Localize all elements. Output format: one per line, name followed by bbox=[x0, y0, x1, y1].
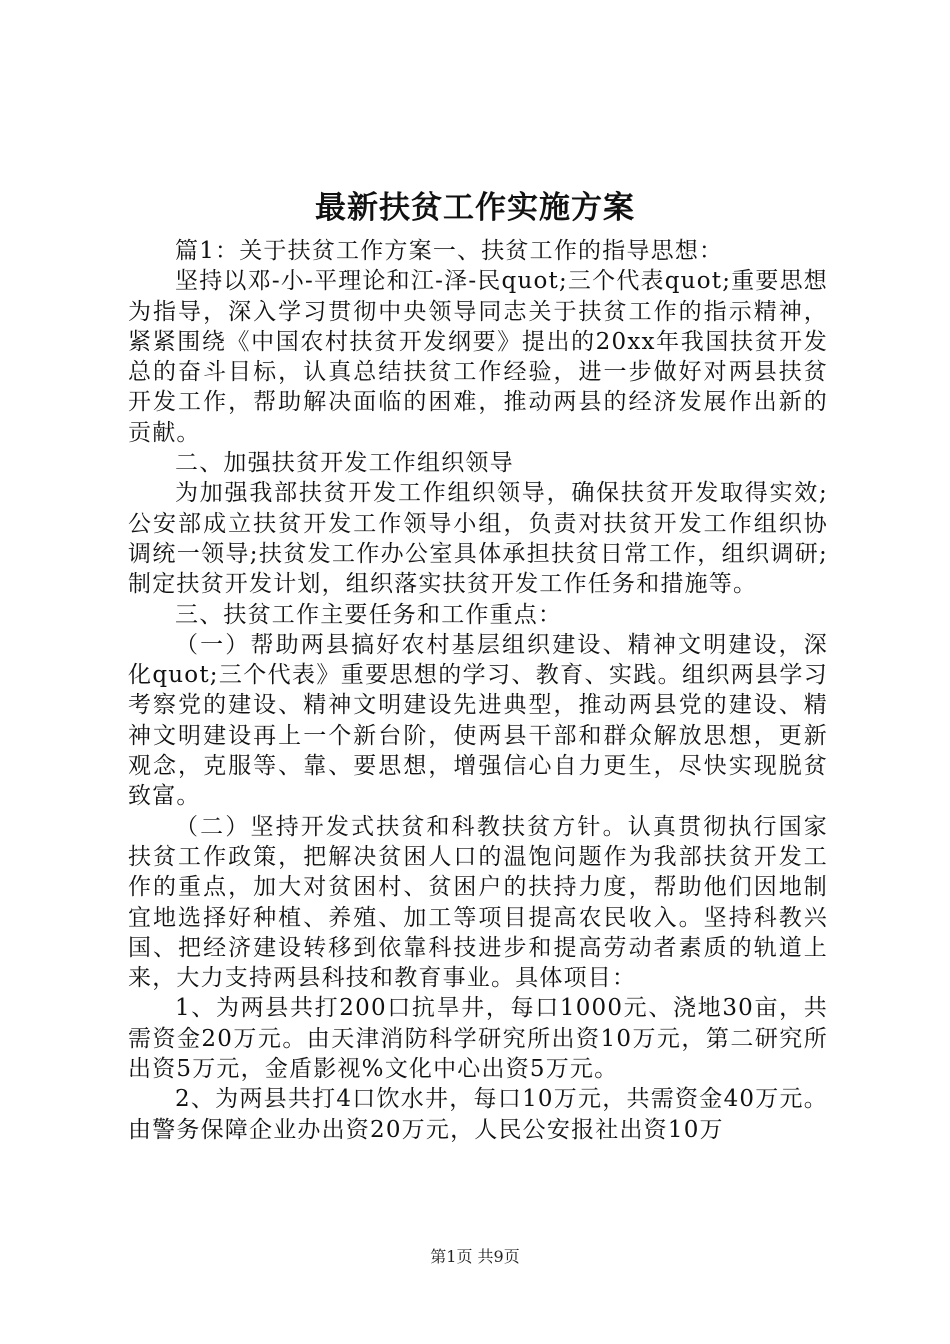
paragraph-task-two: （二）坚持开发式扶贫和科教扶贫方针。认真贯彻执行国家扶贫工作政策，把解决贫困人口的温饱问题作为我部扶贫开发工作的重点，加大对贫困村、贫困户的扶持力度，帮助他们因地制宜地选择好种植、养殖、加工等项目提高农民收入。坚持科教兴国、把经济建设转移到依靠科技进步和提高劳动者素质的轨道上来，大力支持两县科技和教育事业。具体项目： bbox=[128, 813, 828, 992]
paragraph-guiding-thought: 坚持以邓-小-平理论和江-泽-民quot;三个代表quot;重要思想为指导，深入学习贯彻中央领导同志关于扶贫工作的指示精神，紧紧围绕《中国农村扶贫开发纲要》提出的20xx年我国扶贫开发总的奋斗目标，认真总结扶贫工作经验，进一步做好对两县扶贫开发工作，帮助解决面临的困难，推动两县的经济发展作出新的贡献。 bbox=[128, 268, 828, 446]
document-title: 最新扶贫工作实施方案 bbox=[315, 190, 635, 226]
heading-organization: 二、加强扶贫开发工作组织领导 bbox=[175, 450, 514, 477]
paragraph-organization: 为加强我部扶贫开发工作组织领导，确保扶贫开发取得实效;公安部成立扶贫开发工作领导小组，负责对扶贫开发工作组织协调统一领导;扶贫发工作办公室具体承担扶贫日常工作，组织调研;制定扶贫开发计划，组织落实扶贫开发工作任务和措施等。 bbox=[128, 480, 828, 598]
page-footer: 第1页 共9页 bbox=[430, 1247, 520, 1266]
paragraph-project-one: 1、为两县共打200口抗旱井，每口1000元、浇地30亩，共需资金20万元。由天津消防科学研究所出资10万元，第二研究所出资5万元，金盾影视%文化中心出资5万元。 bbox=[128, 995, 828, 1083]
paragraph-project-two: 2、为两县共打4口饮水井，每口10万元，共需资金40万元。由警务保障企业办出资20万元，人民公安报社出资10万 bbox=[128, 1086, 828, 1143]
document-body bbox=[128, 236, 828, 1145]
paragraph-task-one: （一）帮助两县搞好农村基层组织建设、精神文明建设，深化quot;三个代表》重要思想的学习、教育、实践。组织两县学习考察党的建设、精神文明建设先进典型，推动两县党的建设、精神文明建设再上一个新台阶，使两县干部和群众解放思想，更新观念，克服等、靠、要思想，增强信心自力更生，尽快实现脱贫致富。 bbox=[128, 631, 828, 810]
heading-main-tasks: 三、扶贫工作主要任务和工作重点： bbox=[175, 601, 563, 628]
paragraph-intro: 篇1：关于扶贫工作方案一、扶贫工作的指导思想： bbox=[175, 238, 724, 264]
